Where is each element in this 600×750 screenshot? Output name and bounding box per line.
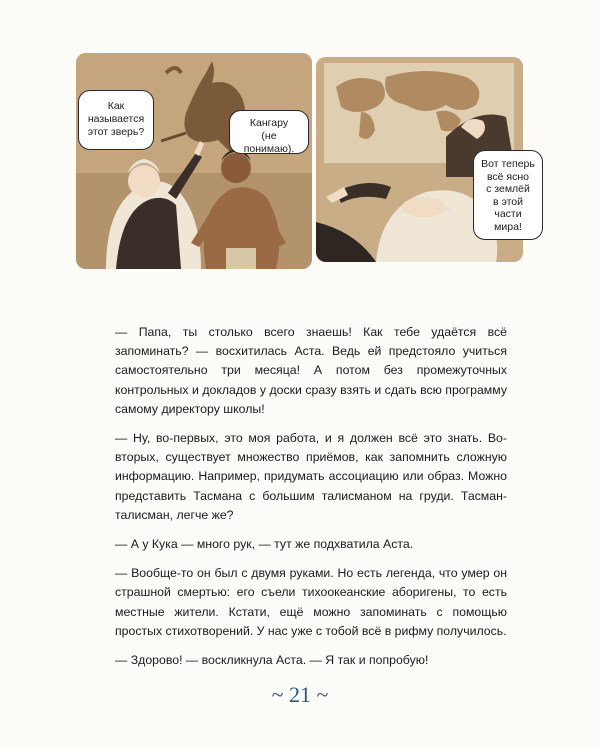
speech-bubble-answer bbox=[229, 110, 309, 154]
bubble-line: мира! bbox=[494, 220, 522, 233]
paragraph: — Здорово! — воскликнула Аста. — Я так и попробую! bbox=[115, 653, 429, 668]
bubble-line: всё ясно bbox=[486, 170, 530, 183]
paragraph: — Ну, во-первых, это моя работа, и я должен всё это знать. Во-вторых, существует множество приёмов, как запомнить сложную информацию. Например, придумать ассоциацию или образ. Можно представить Тасмана с большим талисманом на груди. Тасман-талисман, легче же? bbox=[115, 431, 507, 522]
bubble-line: Кангару bbox=[249, 117, 289, 129]
bubble-line: Как bbox=[107, 100, 125, 112]
illustration-panel-kangaroo bbox=[76, 53, 312, 269]
bubble-line: называется bbox=[87, 113, 145, 125]
story-text bbox=[115, 323, 507, 680]
bubble-line: Вот теперь bbox=[481, 158, 535, 170]
page-number: ~ 21 ~ bbox=[271, 682, 329, 707]
bubble-line: в этой части bbox=[492, 195, 524, 220]
bubble-line: этот зверь? bbox=[87, 126, 145, 138]
paragraph: — Вообще-то он был с двумя руками. Но есть легенда, что умер он страшной смертью: его съели тихоокеанские аборигены, то есть местные жители. Кстати, ещё можно запоминать с помощью простых стихотворений. У нас уже с тобой всё в рифму получилось. bbox=[115, 566, 507, 638]
paragraph: — А у Кука — много рук, — тут же подхватила Аста. bbox=[115, 537, 414, 552]
speech-bubble-map bbox=[473, 150, 543, 240]
bubble-line: с землёй bbox=[486, 183, 530, 195]
bubble-line: (не понимаю). bbox=[243, 130, 295, 155]
kangaroo-scene-illustration bbox=[76, 53, 312, 269]
paragraph: — Папа, ты столько всего знаешь! Как тебе удаётся всё запоминать? — восхитилась Аста. Ведь ей предстояло учиться самостоятельно три месяца! А потом без промежуточных контрольных и докладов у доски сразу взять и сдать всю программу самому директору школы! bbox=[115, 325, 507, 416]
speech-bubble-question bbox=[78, 90, 154, 150]
